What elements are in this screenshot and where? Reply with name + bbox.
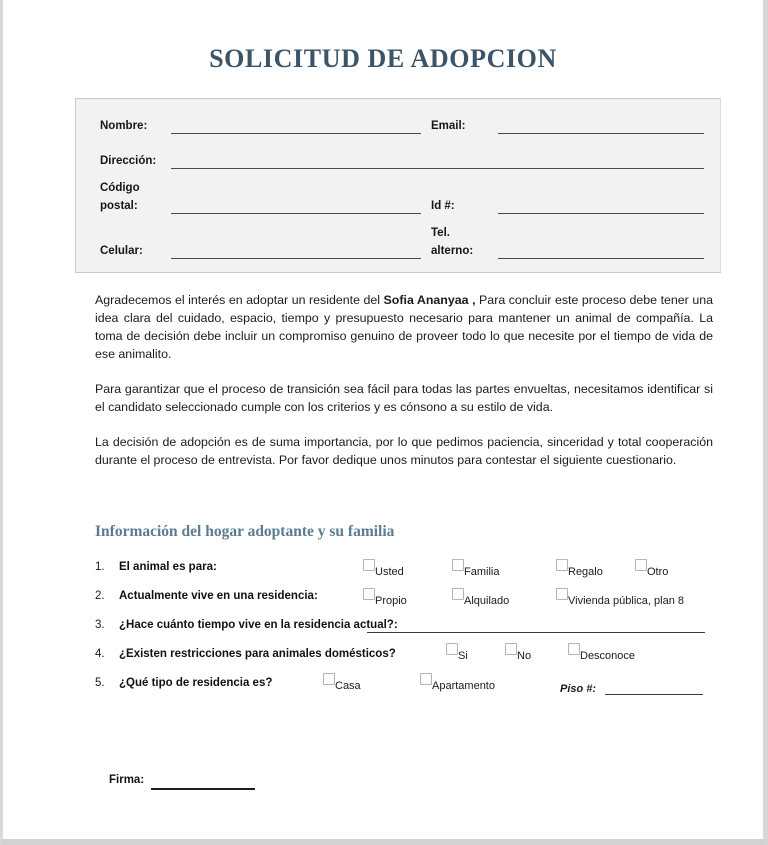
checkbox-item-alquilado[interactable] <box>452 587 509 607</box>
checkbox-item-no[interactable] <box>505 642 531 662</box>
label-codigo: Código <box>100 182 140 194</box>
section-heading: Información del hogar adoptante y su familia <box>95 523 395 540</box>
checkbox-label: Apartamento <box>432 680 495 692</box>
checkbox-item-desconoce[interactable] <box>568 642 635 662</box>
paragraph-3: La decisión de adopción es de suma importancia, por lo que pedimos paciencia, sinceridad y total cooperación durante el proceso de entrevista. Por favor dedique unos minutos para contestar el siguiente cuestionario. <box>95 434 713 467</box>
input-nombre[interactable] <box>171 133 421 134</box>
checkbox-icon[interactable] <box>323 673 335 685</box>
paragraph-1-intro: Agradecemos el interés en adoptar un residente del <box>95 293 384 307</box>
input-tel-alterno[interactable] <box>498 258 704 259</box>
label-firma: Firma: <box>109 774 145 786</box>
input-direccion[interactable] <box>171 168 704 169</box>
input-firma[interactable] <box>151 788 255 790</box>
checkbox-label: Propio <box>375 595 407 607</box>
checkbox-label: No <box>517 650 532 662</box>
question-row-5 <box>95 674 715 703</box>
input-celular[interactable] <box>171 258 421 259</box>
question-row-2 <box>95 587 715 616</box>
label-postal: postal: <box>100 200 138 212</box>
checkbox-item-si[interactable] <box>446 642 468 662</box>
label-id: Id #: <box>431 200 455 212</box>
checkbox-label: Familia <box>464 566 500 578</box>
label-tel-alterno: alterno: <box>431 245 474 257</box>
checkbox-icon[interactable] <box>420 673 432 685</box>
checkbox-item-casa[interactable] <box>323 672 361 692</box>
checkbox-label: Desconoce <box>580 650 636 662</box>
checkbox-item-usted[interactable] <box>363 558 404 578</box>
label-nombre: Nombre: <box>100 120 148 132</box>
checkbox-label: Si <box>458 650 468 662</box>
question-row-1 <box>95 558 715 587</box>
input-email[interactable] <box>498 133 704 134</box>
checkbox-label: Alquilado <box>464 595 510 607</box>
label-celular: Celular: <box>100 245 143 257</box>
checkbox-label: Regalo <box>568 566 603 578</box>
label-email: Email: <box>431 120 466 132</box>
question-number-2: 2. <box>95 590 105 602</box>
question-text-2: Actualmente vive en una residencia: <box>119 590 318 602</box>
question-text-1: El animal es para: <box>119 561 217 573</box>
checkbox-label: Vivienda pública, plan 8 <box>568 595 684 607</box>
question-number-1: 1. <box>95 561 105 573</box>
page-title: SOLICITUD DE ADOPCION <box>209 44 557 73</box>
label-tel: Tel. <box>431 227 450 239</box>
input-tiempo-residencia[interactable] <box>367 632 705 633</box>
applicant-info-box <box>75 98 721 273</box>
question-row-4 <box>95 645 715 674</box>
paragraph-1 <box>95 292 713 364</box>
checkbox-icon[interactable] <box>363 559 375 571</box>
questionnaire <box>95 558 715 703</box>
checkbox-icon[interactable] <box>363 588 375 600</box>
question-text-3: ¿Hace cuánto tiempo vive en la residencia actual?: <box>119 619 398 631</box>
shelter-name: Sofia Ananyaa , <box>383 293 476 307</box>
checkbox-icon[interactable] <box>446 643 458 655</box>
paragraph-1-rest: Para concluir este proceso debe tener una idea clara del cuidado, espacio, tiempo y presupuesto necesario para mantener un animal de compañía. La toma de decisión debe incluir un compromiso genuino de proveer todo lo que necesite por el tiempo de vida de ese animalito. <box>95 293 714 361</box>
question-text-4: ¿Existen restricciones para animales domésticos? <box>119 648 396 660</box>
checkbox-label: Otro <box>647 566 669 578</box>
checkbox-item-otro[interactable] <box>635 558 668 578</box>
checkbox-item-apartamento[interactable] <box>420 672 495 692</box>
checkbox-item-regalo[interactable] <box>556 558 603 578</box>
paragraph-2: Para garantizar que el proceso de transición sea fácil para todas las partes envueltas, necesitamos identificar si el candidato seleccionado cumple con los criterios y es cónsono a su estilo de vida. <box>95 381 713 414</box>
checkbox-icon[interactable] <box>556 588 568 600</box>
question-number-3: 3. <box>95 619 105 631</box>
checkbox-label: Casa <box>335 680 361 692</box>
question-text-5: ¿Qué tipo de residencia es? <box>119 677 273 689</box>
label-direccion: Dirección: <box>100 155 157 167</box>
question-number-4: 4. <box>95 648 105 660</box>
input-piso[interactable] <box>605 694 703 695</box>
checkbox-icon[interactable] <box>452 559 464 571</box>
label-piso: Piso #: <box>560 683 597 695</box>
checkbox-icon[interactable] <box>635 559 647 571</box>
checkbox-item-propio[interactable] <box>363 587 407 607</box>
body-text <box>95 292 713 487</box>
checkbox-icon[interactable] <box>568 643 580 655</box>
document-sheet <box>3 0 763 839</box>
checkbox-icon[interactable] <box>556 559 568 571</box>
checkbox-icon[interactable] <box>505 643 517 655</box>
checkbox-label: Usted <box>375 566 404 578</box>
checkbox-item-vivienda-publica[interactable] <box>556 587 684 607</box>
input-id[interactable] <box>498 213 704 214</box>
question-number-5: 5. <box>95 677 105 689</box>
question-row-3 <box>95 616 715 645</box>
checkbox-icon[interactable] <box>452 588 464 600</box>
input-codigo-postal[interactable] <box>171 213 421 214</box>
checkbox-item-familia[interactable] <box>452 558 499 578</box>
